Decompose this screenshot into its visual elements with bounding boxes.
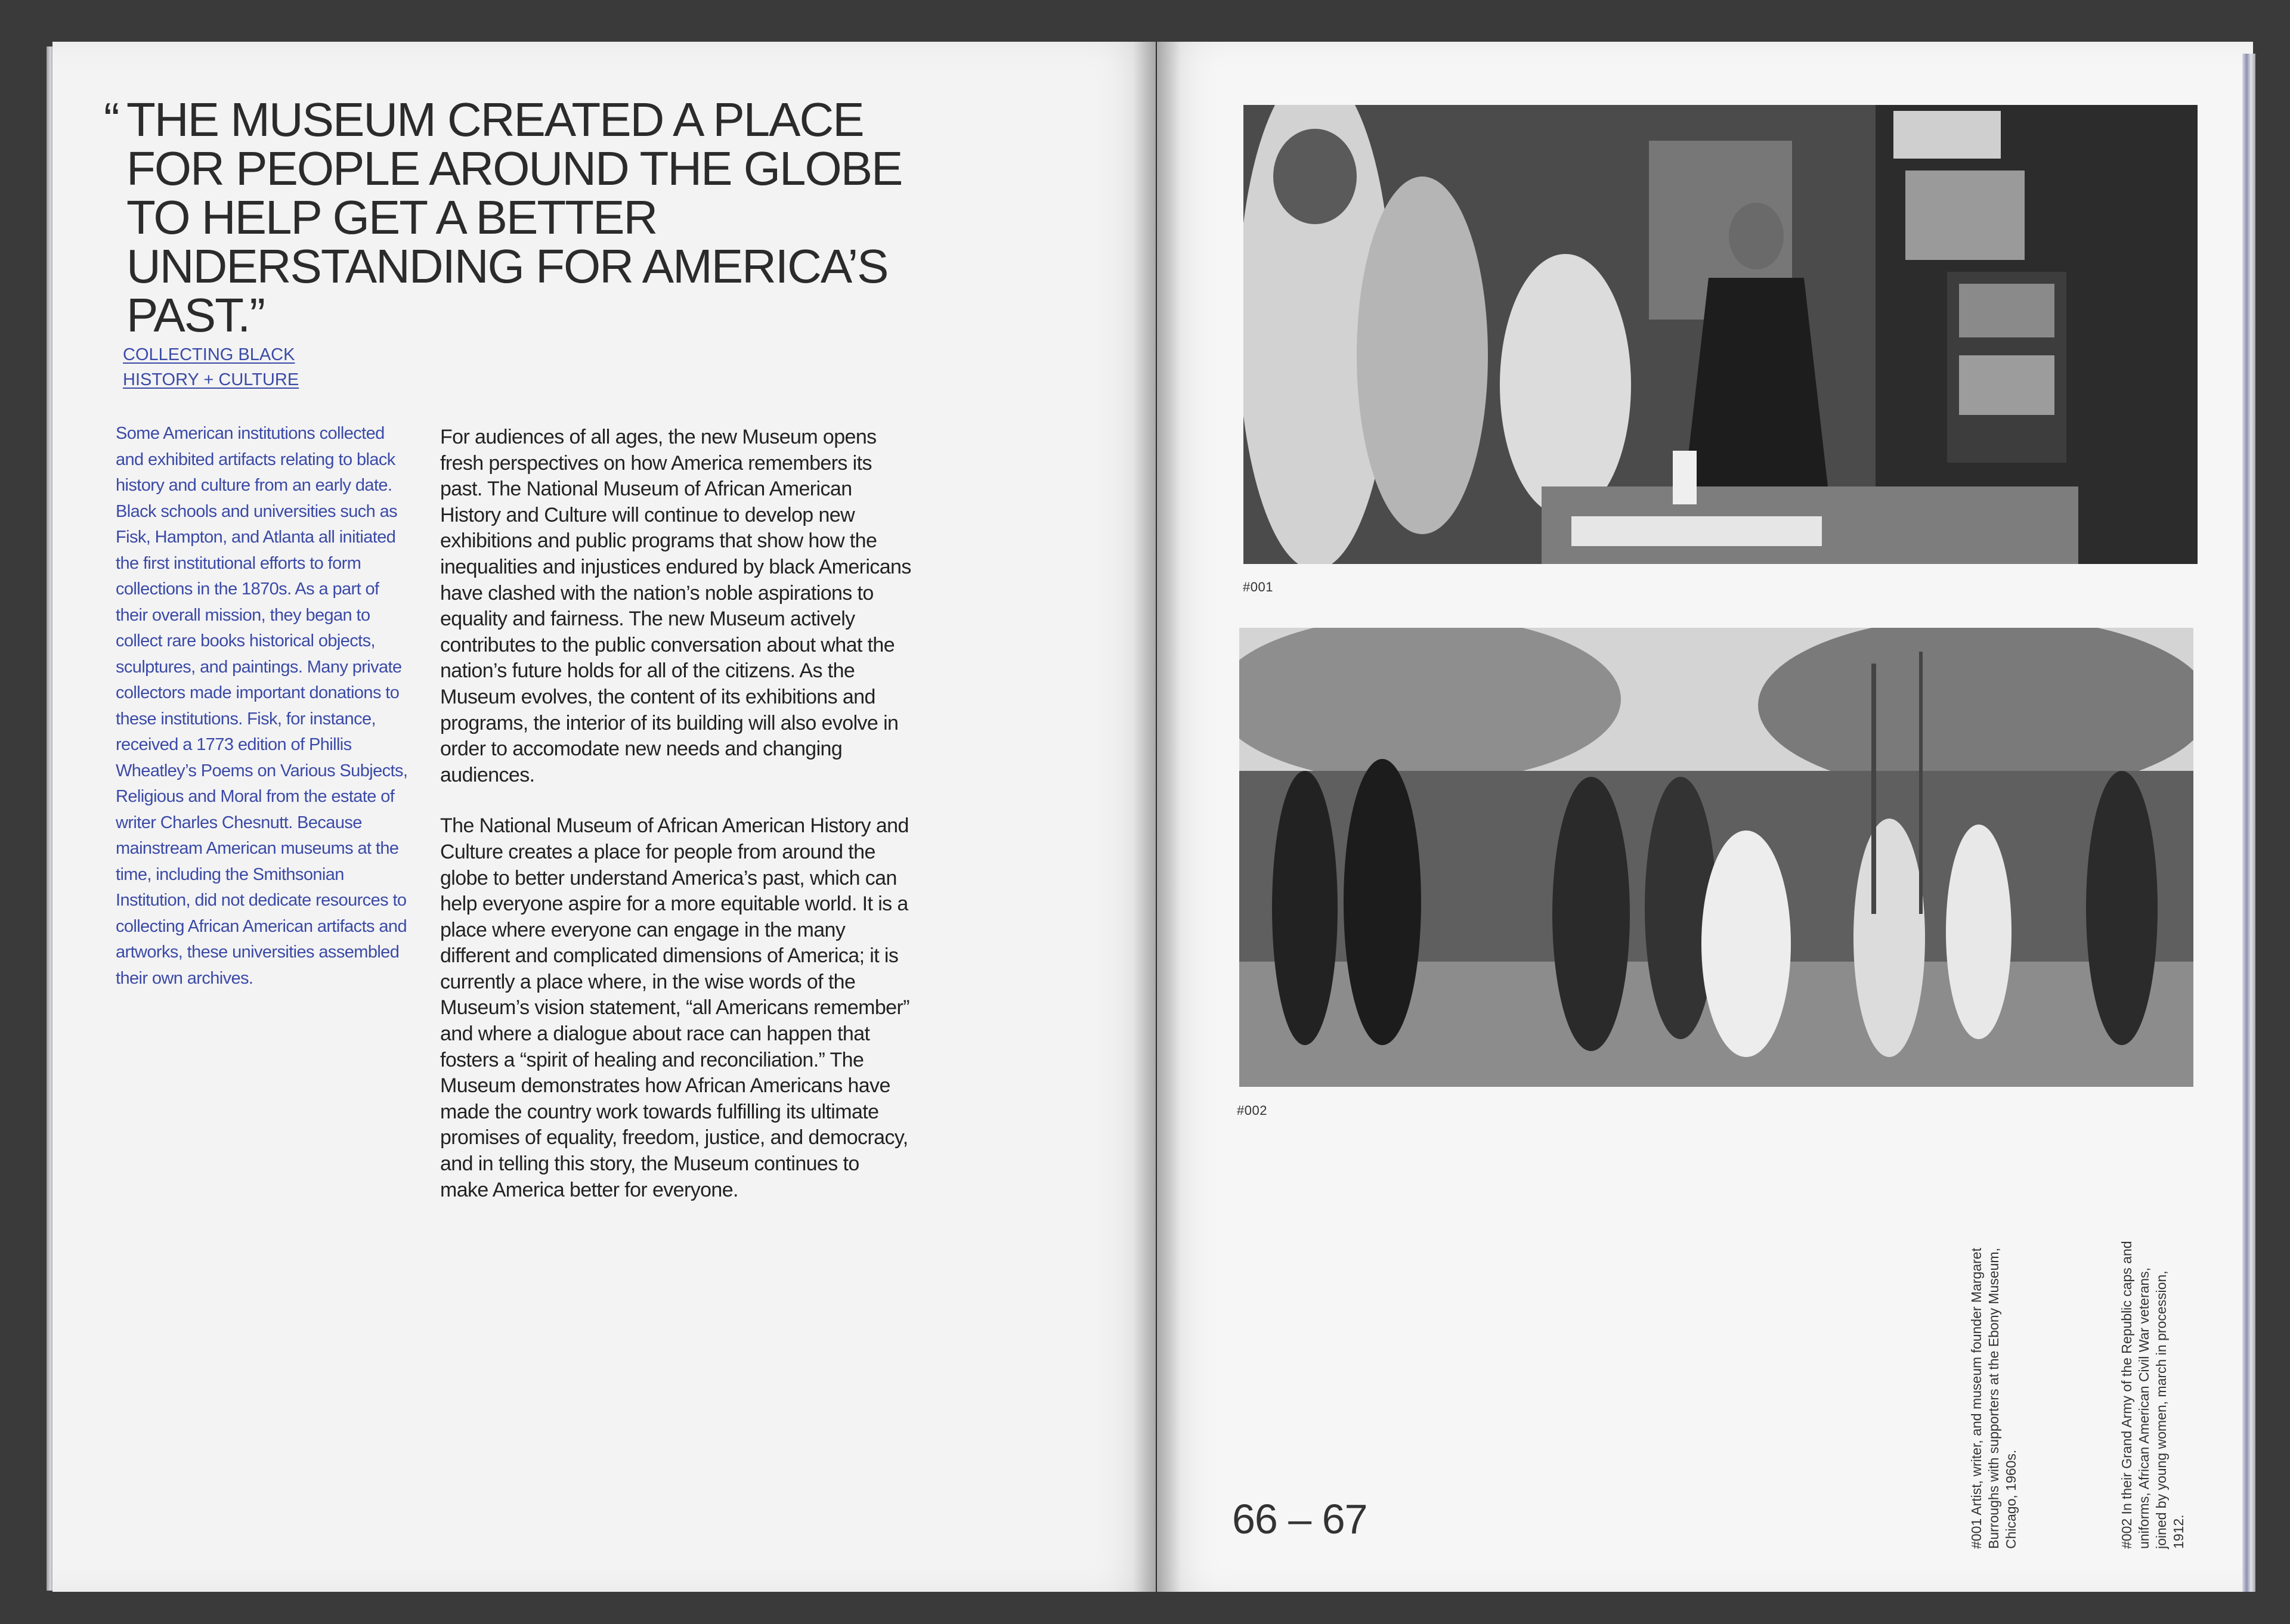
right-page-edge xyxy=(2242,54,2255,1592)
pull-quote-text: THE MUSEUM CREATED A PLACE FOR PEOPLE AROUND THE GLOBE TO HELP GET A BETTER UNDERSTANDING FOR AMERICA’S PAST.” xyxy=(126,93,902,342)
photo-002-caption: #002 In their Grand Army of the Republic caps and uniforms, African American Civil War veterans, joined by young women, march in procession, 1912. xyxy=(2119,1241,2186,1549)
section-label-line-1: COLLECTING BLACK xyxy=(123,345,295,364)
photo-001-image xyxy=(1243,105,2198,564)
photo-001-caption: #001 Artist, writer, and museum founder Margaret Burroughs with supporters at the Ebony Museum, Chicago, 1960s. xyxy=(1969,1248,2019,1549)
section-label xyxy=(123,342,338,392)
section-label-line-2: HISTORY + CULTURE xyxy=(123,370,299,389)
body-text xyxy=(440,424,911,1228)
photo-002-label: #002 xyxy=(1237,1103,1267,1118)
photo-001-label: #001 xyxy=(1243,579,1273,594)
body-paragraph-2: The National Museum of African American History and Culture creates a place for people from around the globe to better understand America’s past, which can help everyone aspire for a more equitable world. It is a place where everyone can engage in the many different and complicated dimensions of America; it is currently a place where, in the wise words of the Museum’s vision statement, “all Americans remember” and where a dialogue about race can happen that fosters a “spirit of healing and reconciliation.” The Museum demonstrates how African Americans have made the country work towards fulfilling its ultimate promises of equality, freedom, justice, and democracy, and in telling this story, the Museum continues to make America better for everyone. xyxy=(440,814,909,1201)
body-paragraph-1: For audiences of all ages, the new Museum opens fresh perspectives on how America remembers its past. The National Museum of African American History and Culture will continue to develop new exhibitions and public programs that show how the inequalities and injustices endured by black Americans have clashed with the nation’s noble aspirations to equality and fairness. The new Museum actively contributes to the public conversation about what the nation’s future holds for all of the citizens. As the Museum evolves, the content of its exhibitions and programs, the interior of its building will also evolve in order to accomodate new needs and changing audiences. xyxy=(440,426,911,786)
photo-001 xyxy=(1243,105,2198,564)
page-numbers: 66 – 67 xyxy=(1232,1496,1367,1542)
book-gutter xyxy=(1133,42,1181,1592)
photo-002 xyxy=(1239,628,2193,1087)
photo-002-image xyxy=(1239,628,2193,1087)
open-quote-mark: “ xyxy=(104,93,119,146)
pull-quote xyxy=(100,95,959,340)
intro-sidebar-text: Some American institutions collected and exhibited artifacts relating to black history and culture from an early date. Black schools and universities such as Fisk, Hampton, and Atlanta all initiated the first institutional efforts to form collections in the 1870s. As a part of their overall mission, they began to collect rare books historical objects, sculptures, and paintings. Many private collectors made important donations to these institutions. Fisk, for instance, received a 1773 edition of Phillis Wheatley’s Poems on Various Subjects, Religious and Moral from the estate of writer Charles Chesnutt. Because mainstream American museums at the time, including the Smithsonian Institution, did not dedicate resources to collecting African American artifacts and artworks, these universities assembled their own archives. xyxy=(116,424,408,988)
